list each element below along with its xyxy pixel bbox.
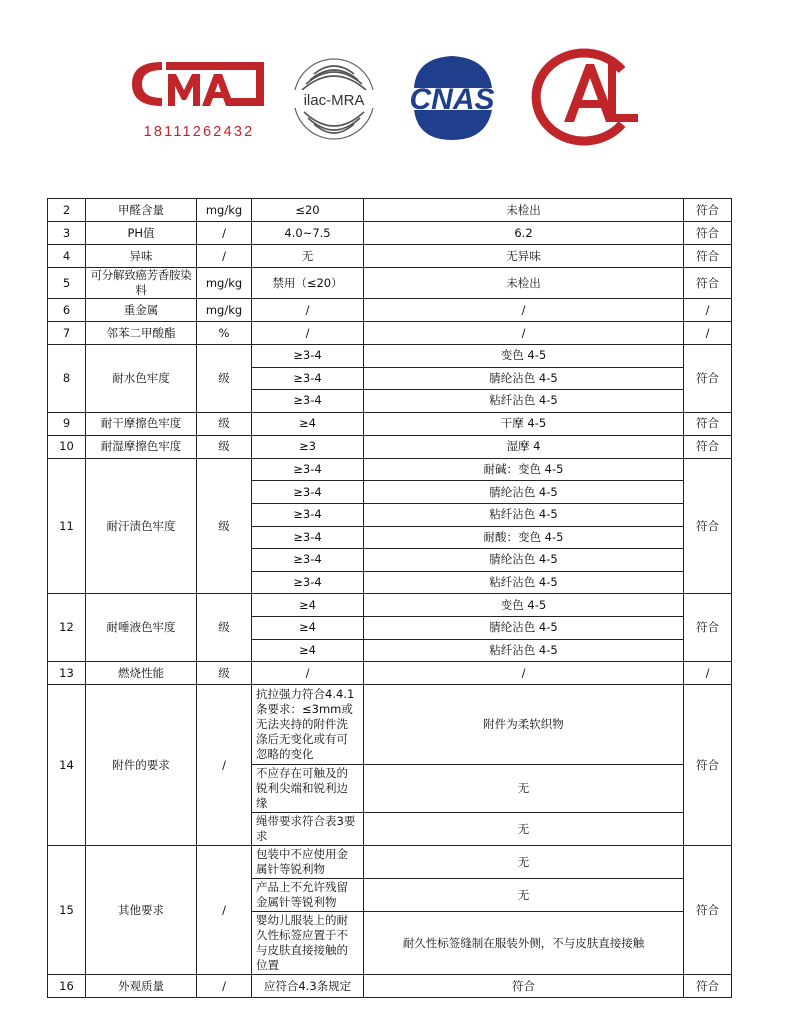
requirement: 婴幼儿服装上的耐久性标签应置于不与皮肤直接接触的位置	[252, 912, 364, 975]
verdict: /	[684, 662, 732, 685]
result: 耐碱：变色 4-5	[364, 458, 684, 481]
requirement: 应符合4.3条规定	[252, 975, 364, 998]
test-item: 其他要求	[86, 846, 197, 975]
verdict: 符合	[684, 345, 732, 413]
requirement: 4.0~7.5	[252, 222, 364, 245]
row-number: 6	[48, 299, 86, 322]
requirement: ≥3-4	[252, 549, 364, 572]
requirement: ≤20	[252, 199, 364, 222]
table-row	[48, 412, 732, 435]
ilac-text: ilac-MRA	[303, 92, 365, 109]
result: 腈纶沾色 4-5	[364, 367, 684, 390]
requirement: ≥3-4	[252, 481, 364, 504]
row-number: 8	[48, 345, 86, 413]
verdict: 符合	[684, 458, 732, 594]
row-number: 9	[48, 412, 86, 435]
row-number: 11	[48, 458, 86, 594]
verdict: 符合	[684, 435, 732, 458]
row-number: 13	[48, 662, 86, 685]
test-item: 可分解致癌芳香胺染料	[86, 268, 197, 299]
table-row	[48, 435, 732, 458]
requirement: 禁用（≤20）	[252, 268, 364, 299]
table-row	[48, 199, 732, 222]
table-row	[48, 685, 732, 765]
row-number: 16	[48, 975, 86, 998]
row-number: 7	[48, 322, 86, 345]
result: 湿摩 4	[364, 435, 684, 458]
verdict: 符合	[684, 222, 732, 245]
cma-number: 18111262432	[143, 124, 255, 140]
requirement: 无	[252, 245, 364, 268]
requirement: ≥3-4	[252, 345, 364, 368]
test-item: 耐汗渍色牢度	[86, 458, 197, 594]
result: 粘纤沾色 4-5	[364, 571, 684, 594]
result: 粘纤沾色 4-5	[364, 639, 684, 662]
row-number: 2	[48, 199, 86, 222]
test-item: 外观质量	[86, 975, 197, 998]
table-row	[48, 322, 732, 345]
test-item: 附件的要求	[86, 685, 197, 846]
certification-logos	[0, 0, 790, 160]
result: /	[364, 299, 684, 322]
test-item: 邻苯二甲酸酯	[86, 322, 197, 345]
result: 无异味	[364, 245, 684, 268]
table-row	[48, 662, 732, 685]
result: 无	[364, 879, 684, 912]
verdict: 符合	[684, 594, 732, 662]
requirement: ≥3-4	[252, 390, 364, 413]
result: 未检出	[364, 268, 684, 299]
unit: 级	[197, 458, 252, 594]
cal-text: CAL	[526, 48, 528, 49]
result: 腈纶沾色 4-5	[364, 616, 684, 639]
unit: /	[197, 685, 252, 846]
result: 粘纤沾色 4-5	[364, 390, 684, 413]
requirement: ≥4	[252, 639, 364, 662]
result: 耐酸：变色 4-5	[364, 526, 684, 549]
table-row	[48, 245, 732, 268]
result: 干摩 4-5	[364, 412, 684, 435]
unit: 级	[197, 662, 252, 685]
verdict: /	[684, 299, 732, 322]
result: /	[364, 662, 684, 685]
test-item: 耐水色牢度	[86, 345, 197, 413]
verdict: 符合	[684, 846, 732, 975]
requirement: /	[252, 299, 364, 322]
verdict: 符合	[684, 245, 732, 268]
row-number: 5	[48, 268, 86, 299]
test-item: 耐干摩擦色牢度	[86, 412, 197, 435]
result: 无	[364, 765, 684, 813]
result: 无	[364, 846, 684, 879]
result: 变色 4-5	[364, 594, 684, 617]
verdict: 符合	[684, 268, 732, 299]
requirement: 不应存在可触及的锐利尖端和锐利边缘	[252, 765, 364, 813]
unit: /	[197, 222, 252, 245]
unit: 级	[197, 345, 252, 413]
verdict: 符合	[684, 685, 732, 846]
unit: 级	[197, 435, 252, 458]
requirement: ≥3	[252, 435, 364, 458]
unit: /	[197, 245, 252, 268]
unit: mg/kg	[197, 199, 252, 222]
result: 腈纶沾色 4-5	[364, 481, 684, 504]
table-row	[48, 594, 732, 617]
test-item: 耐唾液色牢度	[86, 594, 197, 662]
result: 符合	[364, 975, 684, 998]
unit: mg/kg	[197, 268, 252, 299]
requirement: /	[252, 662, 364, 685]
table-row	[48, 222, 732, 245]
test-item: 耐湿摩擦色牢度	[86, 435, 197, 458]
cnas-logo	[392, 52, 512, 144]
test-item: PH值	[86, 222, 197, 245]
unit: /	[197, 975, 252, 998]
unit: mg/kg	[197, 299, 252, 322]
result: 未检出	[364, 199, 684, 222]
requirement: 包装中不应使用金属针等锐利物	[252, 846, 364, 879]
unit: %	[197, 322, 252, 345]
requirement: 绳带要求符合表3要求	[252, 813, 364, 846]
result: /	[364, 322, 684, 345]
requirement: ≥4	[252, 616, 364, 639]
unit: 级	[197, 594, 252, 662]
test-results-table	[47, 198, 732, 998]
requirement: ≥3-4	[252, 458, 364, 481]
table-row	[48, 299, 732, 322]
result: 无	[364, 813, 684, 846]
row-number: 3	[48, 222, 86, 245]
test-item: 甲醛含量	[86, 199, 197, 222]
result: 腈纶沾色 4-5	[364, 549, 684, 572]
table-row	[48, 268, 732, 299]
row-number: 10	[48, 435, 86, 458]
requirement: ≥3-4	[252, 526, 364, 549]
table-row	[48, 458, 732, 481]
result: 粘纤沾色 4-5	[364, 503, 684, 526]
test-item: 异味	[86, 245, 197, 268]
requirement: 产品上不允许残留金属针等锐利物	[252, 879, 364, 912]
test-item: 重金属	[86, 299, 197, 322]
table-row	[48, 345, 732, 368]
cma-logo	[128, 54, 270, 144]
requirement: ≥4	[252, 594, 364, 617]
requirement: ≥3-4	[252, 503, 364, 526]
result: 变色 4-5	[364, 345, 684, 368]
row-number: 15	[48, 846, 86, 975]
unit: 级	[197, 412, 252, 435]
result: 耐久性标签缝制在服装外侧，不与皮肤直接接触	[364, 912, 684, 975]
cal-logo	[526, 48, 650, 146]
table-row	[48, 846, 732, 879]
requirement: ≥3-4	[252, 367, 364, 390]
requirement: /	[252, 322, 364, 345]
requirement: ≥3-4	[252, 571, 364, 594]
verdict: 符合	[684, 412, 732, 435]
requirement: ≥4	[252, 412, 364, 435]
verdict: 符合	[684, 975, 732, 998]
verdict: 符合	[684, 199, 732, 222]
ilac-mra-logo	[288, 54, 380, 144]
table-body	[48, 199, 732, 998]
verdict: /	[684, 322, 732, 345]
cnas-text: CNAS	[409, 83, 495, 116]
unit: /	[197, 846, 252, 975]
result: 附件为柔软织物	[364, 685, 684, 765]
row-number: 14	[48, 685, 86, 846]
row-number: 12	[48, 594, 86, 662]
test-item: 燃烧性能	[86, 662, 197, 685]
result: 6.2	[364, 222, 684, 245]
requirement: 抗拉强力符合4.4.1条要求：≤3mm或无法夹持的附件洗涤后无变化或有可忽略的变化	[252, 685, 364, 765]
table-row	[48, 975, 732, 998]
row-number: 4	[48, 245, 86, 268]
